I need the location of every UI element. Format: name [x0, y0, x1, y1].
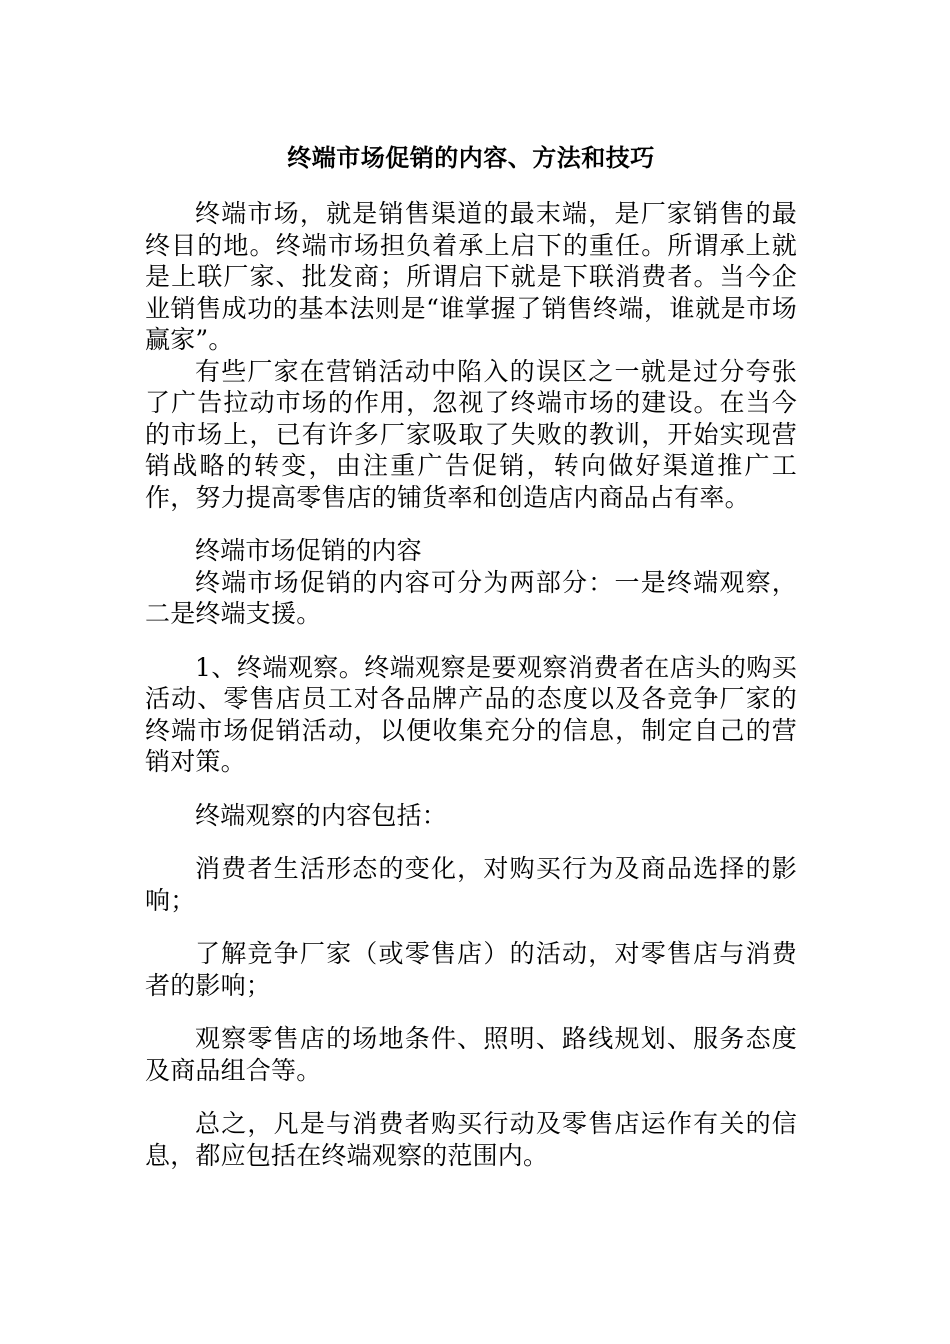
section-heading-promotion-content: 终端市场促销的内容: [195, 536, 422, 565]
document-body: [145, 140, 797, 1171]
paragraph-summary: 总之，凡是与消费者购买行动及零售店运作有关的信息，都应包括在终端观察的范围内。: [145, 1109, 797, 1170]
paragraph-two-parts: 终端市场促销的内容可分为两部分：一是终端观察，二是终端支援。: [145, 567, 797, 628]
paragraph-observation-includes: 终端观察的内容包括：: [195, 800, 448, 830]
paragraph-advertising-misconception: 有些厂家在营销活动中陷入的误区之一就是过分夸张了广告拉动市场的作用，忽视了终端市场的建设。在当今的市场上，已有许多厂家吸取了失败的教训，开始实现营销战略的转变，由注重广告促销，转向做好渠道推广工作，努力提高零售店的铺货率和创造店内商品占有率。: [145, 356, 797, 512]
document-title: 终端市场促销的内容、方法和技巧: [287, 144, 655, 172]
list-item-competitor-activity: 了解竞争厂家（或零售店）的活动，对零售店与消费者的影响；: [145, 939, 797, 1000]
list-item-store-conditions: 观察零售店的场地条件、照明、路线规划、服务态度及商品组合等。: [145, 1024, 797, 1085]
paragraph-terminal-market-definition: 终端市场，就是销售渠道的最末端，是厂家销售的最终目的地。终端市场担负着承上启下的重任。所谓承上就是上联厂家、批发商；所谓启下就是下联消费者。当今企业销售成功的基本法则是“谁掌握了销售终端，谁就是市场赢家”。: [145, 199, 797, 354]
paragraph-terminal-observation: 1、终端观察。终端观察是要观察消费者在店头的购买活动、零售店员工对各品牌产品的态度以及各竞争厂家的终端市场促销活动，以便收集充分的信息，制定自己的营销对策。: [145, 652, 797, 776]
list-item-consumer-lifestyle: 消费者生活形态的变化，对购买行为及商品选择的影响；: [145, 854, 797, 915]
